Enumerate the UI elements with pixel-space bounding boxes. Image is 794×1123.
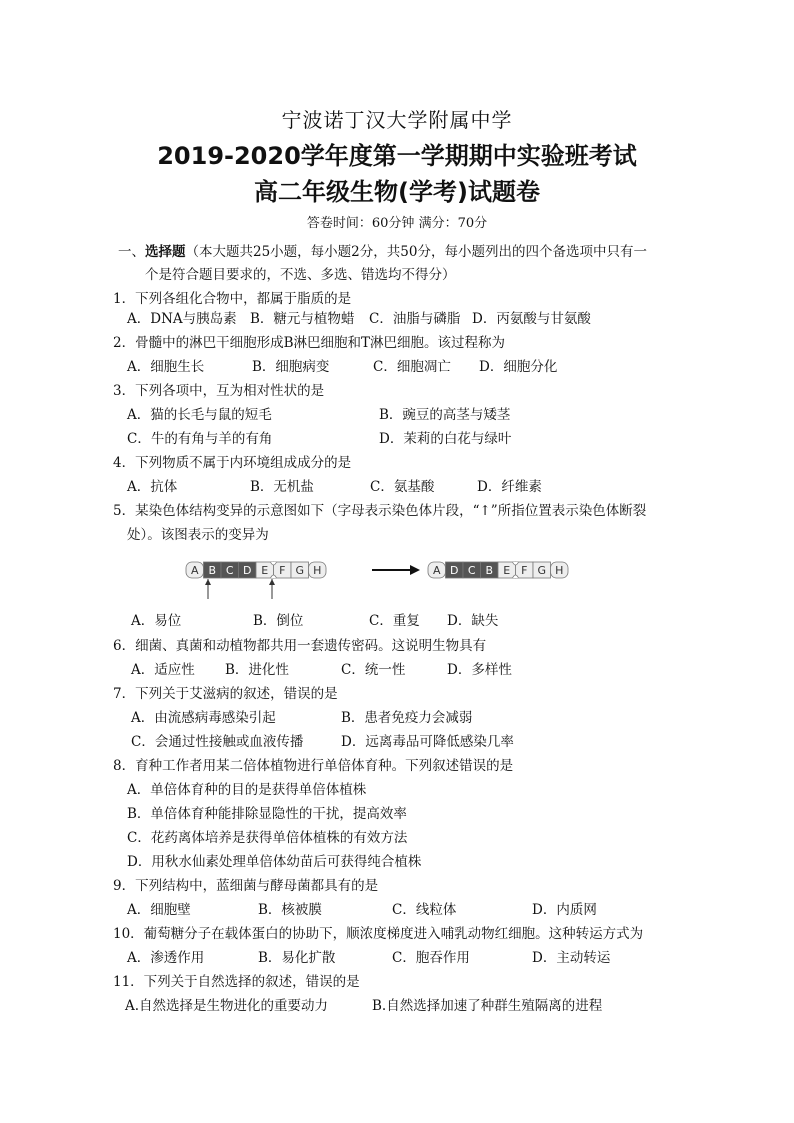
question-9-option-b: B．核被膜 bbox=[258, 902, 322, 918]
question-5-option-c: C．重复 bbox=[369, 613, 420, 629]
question-4-stem: 4．下列物质不属于内环境组成成分的是 bbox=[113, 455, 352, 471]
question-10-option-d: D．主动转运 bbox=[532, 950, 611, 966]
question-6-option-c: C．统一性 bbox=[341, 662, 406, 678]
question-8-stem: 8．育种工作者用某二倍体植物进行单倍体育种。下列叙述错误的是 bbox=[113, 758, 514, 774]
time-info: 答卷时间：60分钟 满分：70分 bbox=[306, 216, 488, 231]
question-1-option-a: A．DNA与胰岛素 bbox=[127, 311, 237, 327]
break-arrow-1 bbox=[205, 579, 211, 599]
before-label-f: F bbox=[279, 564, 286, 577]
question-11-option-a: A.自然选择是生物进化的重要动力 bbox=[125, 998, 329, 1014]
before-label-d: D bbox=[243, 564, 252, 577]
question-10-option-c: C．胞吞作用 bbox=[392, 950, 470, 966]
question-5-stem: 5．某染色体结构变异的示意图如下（字母表示染色体片段，“↑”所指位置表示染色体断裂 bbox=[113, 503, 647, 519]
after-label-d: D bbox=[450, 564, 459, 577]
before-label-h: H bbox=[313, 564, 322, 577]
question-6-stem: 6．细菌、真菌和动植物都共用一套遗传密码。这说明生物具有 bbox=[113, 638, 487, 654]
question-2-option-a: A．细胞生长 bbox=[127, 359, 205, 375]
question-9-option-c: C．线粒体 bbox=[392, 902, 457, 918]
question-6-option-a: A．适应性 bbox=[131, 662, 195, 678]
question-1-option-b: B．糖元与植物蜡 bbox=[250, 311, 355, 327]
question-3-option-c: C．牛的有角与羊的有角 bbox=[127, 431, 273, 447]
question-4-option-a: A．抗体 bbox=[127, 479, 178, 495]
section-name: 选择题 bbox=[145, 244, 186, 260]
section-desc-2: 个是符合题目要求的，不选、多选、错选均不得分） bbox=[145, 267, 456, 283]
question-7-stem: 7．下列关于艾滋病的叙述，错误的是 bbox=[113, 686, 338, 702]
question-10-stem: 10．葡萄糖分子在载体蛋白的协助下，顺浓度梯度进入哺乳动物红细胞。这种转运方式为 bbox=[113, 926, 644, 942]
question-9-option-d: D．内质网 bbox=[532, 902, 597, 918]
question-6-option-d: D．多样性 bbox=[447, 662, 512, 678]
transform-arrow-head bbox=[410, 565, 420, 575]
section-prefix: 一、 bbox=[118, 244, 145, 260]
question-3-stem: 3．下列各项中，互为相对性状的是 bbox=[113, 383, 325, 399]
question-10-option-b: B．易化扩散 bbox=[258, 950, 336, 966]
question-1-option-c: C．油脂与磷脂 bbox=[369, 311, 461, 327]
chromosome-diagram bbox=[180, 555, 610, 605]
question-7-option-b: B．患者免疫力会减弱 bbox=[341, 710, 473, 726]
question-5-option-b: B．倒位 bbox=[253, 613, 304, 629]
question-2-option-c: C．细胞凋亡 bbox=[373, 359, 451, 375]
question-5-option-a: A．易位 bbox=[131, 613, 182, 629]
before-label-c: C bbox=[225, 564, 234, 577]
section-heading bbox=[118, 241, 698, 264]
section-desc-1: （本大题共25小题，每小题2分，共50分，每小题列出的四个备选项中只有一 bbox=[185, 244, 647, 260]
question-10-option-a: A．渗透作用 bbox=[127, 950, 205, 966]
before-label-b: B bbox=[208, 564, 217, 577]
after-label-a: A bbox=[432, 564, 441, 577]
after-label-h: H bbox=[555, 564, 564, 577]
chromosome-before bbox=[186, 562, 326, 578]
question-7-option-c: C．会通过性接触或血液传播 bbox=[131, 734, 304, 750]
school-name: 宁波诺丁汉大学附属中学 bbox=[281, 108, 513, 132]
question-6-option-b: B．进化性 bbox=[225, 662, 289, 678]
break-arrow-2 bbox=[269, 579, 275, 599]
question-2-option-d: D．细胞分化 bbox=[479, 359, 558, 375]
question-7-option-a: A．由流感病毒感染引起 bbox=[131, 710, 276, 726]
question-3-option-b: B．豌豆的高茎与矮茎 bbox=[379, 407, 511, 423]
question-4-option-d: D．纤维素 bbox=[477, 479, 542, 495]
question-4-option-c: C．氨基酸 bbox=[370, 479, 435, 495]
after-label-c: C bbox=[467, 564, 476, 577]
question-2-option-b: B．细胞病变 bbox=[252, 359, 330, 375]
after-label-f: F bbox=[521, 564, 528, 577]
chromosome-after bbox=[428, 562, 568, 578]
question-1-option-d: D．丙氨酸与甘氨酸 bbox=[472, 311, 591, 327]
question-11-stem: 11．下列关于自然选择的叙述，错误的是 bbox=[113, 974, 360, 990]
question-8-option-c: C．花药离体培养是获得单倍体植株的有效方法 bbox=[127, 830, 408, 846]
question-5-option-d: D．缺失 bbox=[447, 613, 499, 629]
question-8-option-a: A．单倍体育种的目的是获得单倍体植株 bbox=[127, 782, 367, 798]
question-1-stem: 1．下列各组化合物中，都属于脂质的是 bbox=[113, 291, 352, 307]
question-11-option-b: B.自然选择加速了种群生殖隔离的进程 bbox=[372, 998, 603, 1014]
question-8-option-d: D．用秋水仙素处理单倍体幼苗后可获得纯合植株 bbox=[127, 854, 422, 870]
question-4-option-b: B．无机盐 bbox=[250, 479, 314, 495]
after-label-b: B bbox=[485, 564, 494, 577]
before-label-a: A bbox=[190, 564, 199, 577]
after-label-e: E bbox=[503, 564, 511, 577]
question-5-stem-cont: 处）。该图表示的变异为 bbox=[127, 527, 269, 543]
before-label-e: E bbox=[261, 564, 269, 577]
exam-title: 2019-2020学年度第一学期期中实验班考试 bbox=[157, 142, 637, 170]
question-3-option-a: A．猫的长毛与鼠的短毛 bbox=[127, 407, 272, 423]
question-9-option-a: A．细胞壁 bbox=[127, 902, 191, 918]
question-3-option-d: D．茉莉的白花与绿叶 bbox=[379, 431, 512, 447]
question-2-stem: 2．骨髓中的淋巴干细胞形成B淋巴细胞和T淋巴细胞。该过程称为 bbox=[113, 335, 506, 351]
after-label-g: G bbox=[537, 564, 547, 577]
subject-title: 高二年级生物(学考)试题卷 bbox=[254, 178, 540, 206]
question-7-option-d: D．远离毒品可降低感染几率 bbox=[341, 734, 514, 750]
question-9-stem: 9．下列结构中，蓝细菌与酵母菌都具有的是 bbox=[113, 878, 379, 894]
question-8-option-b: B．单倍体育种能排除显隐性的干扰，提高效率 bbox=[127, 806, 407, 822]
before-label-g: G bbox=[295, 564, 305, 577]
